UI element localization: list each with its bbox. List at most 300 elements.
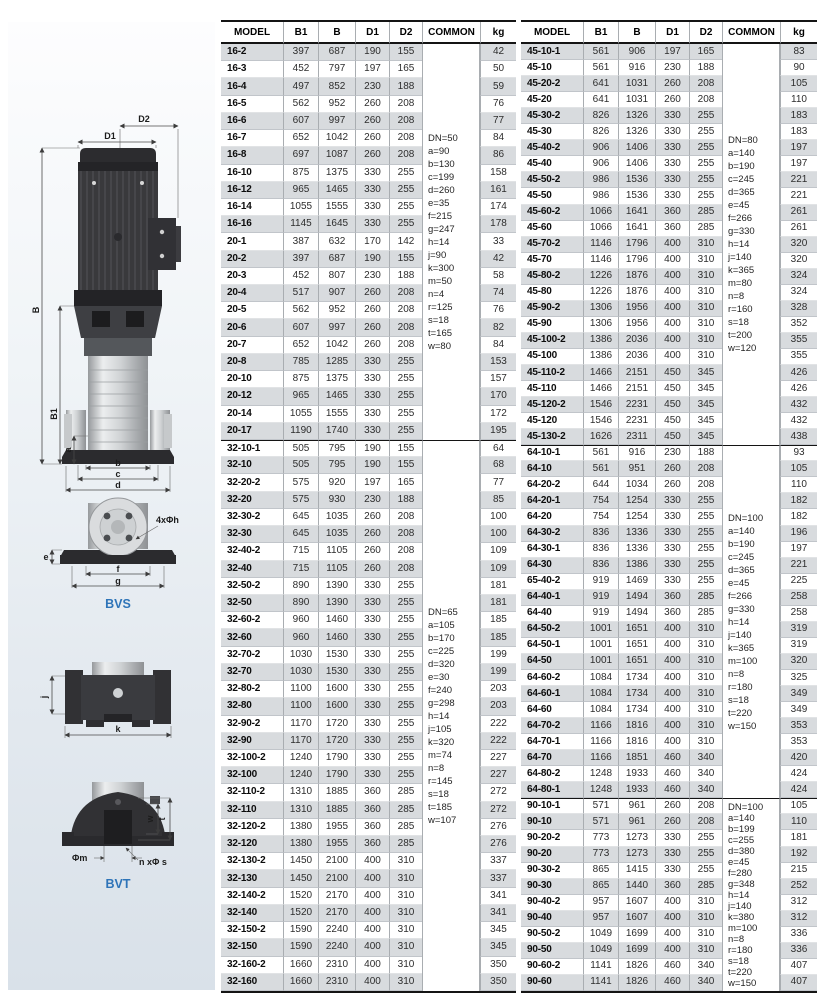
value-cell: 255 bbox=[389, 612, 422, 629]
kg-cell: 183 bbox=[780, 124, 817, 140]
value-cell: 965 bbox=[283, 388, 318, 405]
common-spec-line: c=199 bbox=[428, 171, 455, 183]
value-cell: 260 bbox=[355, 319, 389, 336]
value-cell: 330 bbox=[655, 140, 689, 156]
kg-cell: 42 bbox=[480, 44, 516, 61]
value-cell: 697 bbox=[283, 147, 318, 164]
model-cell: 32-120-2 bbox=[221, 819, 283, 836]
value-cell: 1955 bbox=[318, 819, 355, 836]
value-cell: 2310 bbox=[318, 957, 355, 974]
value-cell: 1031 bbox=[618, 76, 655, 92]
value-cell: 255 bbox=[689, 124, 722, 140]
value-cell: 190 bbox=[355, 251, 389, 268]
value-cell: 310 bbox=[689, 911, 722, 927]
value-cell: 1645 bbox=[318, 216, 355, 233]
value-cell: 1146 bbox=[583, 253, 618, 269]
value-cell: 1248 bbox=[583, 782, 618, 798]
value-cell: 397 bbox=[283, 251, 318, 268]
value-cell: 1734 bbox=[618, 702, 655, 718]
value-cell: 310 bbox=[689, 686, 722, 702]
model-cell: 64-80-1 bbox=[521, 782, 583, 798]
value-cell: 2036 bbox=[618, 333, 655, 349]
kg-cell: 336 bbox=[780, 943, 817, 959]
value-cell: 607 bbox=[283, 319, 318, 336]
kg-cell: 105 bbox=[780, 461, 817, 477]
column-header: kg bbox=[780, 22, 817, 44]
value-cell: 2100 bbox=[318, 870, 355, 887]
kg-cell: 157 bbox=[480, 371, 516, 388]
bvt-base-view bbox=[62, 782, 174, 891]
model-cell: 20-7 bbox=[221, 337, 283, 354]
value-cell: 450 bbox=[655, 429, 689, 445]
kg-cell: 84 bbox=[480, 130, 516, 147]
model-cell: 45-110-2 bbox=[521, 365, 583, 381]
kg-cell: 109 bbox=[480, 543, 516, 560]
value-cell: 310 bbox=[689, 943, 722, 959]
common-spec-line: k=380 bbox=[728, 911, 755, 923]
model-cell: 90-50 bbox=[521, 943, 583, 959]
kg-cell: 84 bbox=[480, 337, 516, 354]
value-cell: 330 bbox=[355, 629, 389, 646]
value-cell: 208 bbox=[389, 509, 422, 526]
value-cell: 1530 bbox=[318, 664, 355, 681]
value-cell: 1001 bbox=[583, 638, 618, 654]
kg-cell: 336 bbox=[780, 927, 817, 943]
value-cell: 285 bbox=[689, 221, 722, 237]
value-cell: 260 bbox=[355, 147, 389, 164]
model-cell: 64-50-1 bbox=[521, 638, 583, 654]
kg-cell: 320 bbox=[780, 253, 817, 269]
model-cell: 90-40-2 bbox=[521, 895, 583, 911]
common-spec-line: f=215 bbox=[428, 210, 453, 222]
model-cell: 20-1 bbox=[221, 233, 283, 250]
model-cell: 32-80-2 bbox=[221, 681, 283, 698]
value-cell: 1087 bbox=[318, 147, 355, 164]
model-cell: 45-40 bbox=[521, 156, 583, 172]
common-spec-line: s=18 bbox=[728, 694, 749, 706]
value-cell: 961 bbox=[618, 814, 655, 830]
kg-cell: 158 bbox=[480, 165, 516, 182]
kg-cell: 197 bbox=[780, 140, 817, 156]
dim-label-k: k bbox=[115, 724, 121, 734]
value-cell: 952 bbox=[318, 302, 355, 319]
value-cell: 310 bbox=[689, 927, 722, 943]
value-cell: 310 bbox=[689, 253, 722, 269]
kg-cell: 64 bbox=[480, 440, 516, 457]
common-spec-line: j=140 bbox=[728, 900, 752, 912]
value-cell: 1030 bbox=[283, 664, 318, 681]
kg-cell: 258 bbox=[780, 606, 817, 622]
value-cell: 208 bbox=[389, 285, 422, 302]
model-cell: 20-17 bbox=[221, 423, 283, 440]
model-cell: 45-30-2 bbox=[521, 108, 583, 124]
value-cell: 260 bbox=[355, 130, 389, 147]
value-cell: 260 bbox=[355, 337, 389, 354]
value-cell: 1190 bbox=[283, 423, 318, 440]
value-cell: 330 bbox=[355, 199, 389, 216]
value-cell: 1406 bbox=[618, 156, 655, 172]
value-cell: 208 bbox=[689, 461, 722, 477]
value-cell: 208 bbox=[389, 337, 422, 354]
kg-cell: 33 bbox=[480, 233, 516, 250]
value-cell: 330 bbox=[355, 406, 389, 423]
value-cell: 310 bbox=[689, 285, 722, 301]
value-cell: 460 bbox=[655, 975, 689, 991]
value-cell: 1285 bbox=[318, 354, 355, 371]
model-cell: 32-50-2 bbox=[221, 578, 283, 595]
value-cell: 208 bbox=[689, 92, 722, 108]
value-cell: 1170 bbox=[283, 733, 318, 750]
dim-label-f: f bbox=[116, 564, 120, 574]
value-cell: 255 bbox=[689, 526, 722, 542]
value-cell: 641 bbox=[583, 92, 618, 108]
value-cell: 260 bbox=[655, 92, 689, 108]
value-cell: 561 bbox=[583, 461, 618, 477]
kg-cell: 345 bbox=[480, 922, 516, 939]
value-cell: 1066 bbox=[583, 205, 618, 221]
common-spec-line: f=240 bbox=[428, 684, 453, 696]
value-cell: 632 bbox=[318, 233, 355, 250]
value-cell: 645 bbox=[283, 509, 318, 526]
value-cell: 165 bbox=[389, 61, 422, 78]
value-cell: 1885 bbox=[318, 802, 355, 819]
common-spec-line: h=14 bbox=[728, 616, 750, 628]
model-cell: 20-12 bbox=[221, 388, 283, 405]
common-spec-line: d=380 bbox=[728, 845, 755, 857]
common-spec-line: w=80 bbox=[428, 340, 451, 352]
dim-label-t: t bbox=[157, 817, 167, 821]
value-cell: 285 bbox=[689, 590, 722, 606]
value-cell: 230 bbox=[355, 78, 389, 95]
value-cell: 360 bbox=[655, 590, 689, 606]
value-cell: 795 bbox=[318, 440, 355, 457]
value-cell: 360 bbox=[655, 606, 689, 622]
model-cell: 32-130-2 bbox=[221, 853, 283, 870]
value-cell: 1955 bbox=[318, 836, 355, 853]
value-cell: 1600 bbox=[318, 698, 355, 715]
kg-cell: 59 bbox=[480, 78, 516, 95]
value-cell: 2036 bbox=[618, 349, 655, 365]
value-cell: 1084 bbox=[583, 686, 618, 702]
value-cell: 400 bbox=[655, 943, 689, 959]
common-spec-line: m=50 bbox=[428, 275, 453, 287]
value-cell: 330 bbox=[655, 493, 689, 509]
model-cell: 16-5 bbox=[221, 96, 283, 113]
value-cell: 255 bbox=[389, 716, 422, 733]
value-cell: 208 bbox=[389, 543, 422, 560]
value-cell: 400 bbox=[655, 301, 689, 317]
model-cell: 32-60-2 bbox=[221, 612, 283, 629]
value-cell: 400 bbox=[655, 686, 689, 702]
value-cell: 197 bbox=[355, 474, 389, 491]
value-cell: 826 bbox=[583, 124, 618, 140]
value-cell: 1555 bbox=[318, 406, 355, 423]
common-spec-line: w=120 bbox=[728, 343, 757, 355]
value-cell: 400 bbox=[655, 253, 689, 269]
kg-cell: 227 bbox=[480, 767, 516, 784]
common-spec-line: s=18 bbox=[728, 317, 749, 329]
model-cell: 20-6 bbox=[221, 319, 283, 336]
value-cell: 1226 bbox=[583, 269, 618, 285]
value-cell: 330 bbox=[355, 182, 389, 199]
value-cell: 400 bbox=[655, 911, 689, 927]
model-cell: 45-120 bbox=[521, 413, 583, 429]
value-cell: 208 bbox=[689, 798, 722, 814]
column-header: MODEL bbox=[521, 22, 583, 44]
value-cell: 155 bbox=[389, 457, 422, 474]
value-cell: 1536 bbox=[618, 188, 655, 204]
value-cell: 997 bbox=[318, 113, 355, 130]
value-cell: 310 bbox=[389, 853, 422, 870]
value-cell: 505 bbox=[283, 440, 318, 457]
value-cell: 960 bbox=[283, 629, 318, 646]
value-cell: 330 bbox=[355, 354, 389, 371]
bvt-label: BVT bbox=[105, 877, 131, 891]
value-cell: 400 bbox=[355, 888, 389, 905]
common-spec-line: c=245 bbox=[728, 174, 755, 186]
value-cell: 330 bbox=[355, 681, 389, 698]
model-cell: 45-80 bbox=[521, 285, 583, 301]
bvs-label: BVS bbox=[105, 597, 131, 611]
value-cell: 986 bbox=[583, 172, 618, 188]
value-cell: 919 bbox=[583, 590, 618, 606]
value-cell: 255 bbox=[389, 423, 422, 440]
value-cell: 285 bbox=[689, 205, 722, 221]
model-cell: 45-60 bbox=[521, 221, 583, 237]
value-cell: 795 bbox=[318, 457, 355, 474]
value-cell: 142 bbox=[389, 233, 422, 250]
value-cell: 807 bbox=[318, 268, 355, 285]
kg-cell: 350 bbox=[480, 957, 516, 974]
value-cell: 2100 bbox=[318, 853, 355, 870]
common-spec-line: m=80 bbox=[728, 278, 753, 290]
common-spec-line: t=165 bbox=[428, 327, 453, 339]
value-cell: 1226 bbox=[583, 285, 618, 301]
common-spec-line: a=140 bbox=[728, 148, 755, 160]
value-cell: 1450 bbox=[283, 853, 318, 870]
value-cell: 345 bbox=[689, 381, 722, 397]
kg-cell: 221 bbox=[780, 558, 817, 574]
value-cell: 1406 bbox=[618, 140, 655, 156]
value-cell: 1651 bbox=[618, 622, 655, 638]
common-spec-line: e=30 bbox=[428, 671, 450, 683]
common-spec-line: r=160 bbox=[728, 304, 753, 316]
kg-cell: 276 bbox=[480, 836, 516, 853]
common-spec-line: k=365 bbox=[728, 265, 755, 277]
model-cell: 20-2 bbox=[221, 251, 283, 268]
model-cell: 64-10-1 bbox=[521, 445, 583, 461]
model-cell: 90-30-2 bbox=[521, 863, 583, 879]
kg-cell: 83 bbox=[780, 44, 817, 60]
value-cell: 1494 bbox=[618, 606, 655, 622]
value-cell: 450 bbox=[655, 397, 689, 413]
value-cell: 1536 bbox=[618, 172, 655, 188]
value-cell: 452 bbox=[283, 268, 318, 285]
model-cell: 16-6 bbox=[221, 113, 283, 130]
value-cell: 208 bbox=[389, 302, 422, 319]
value-cell: 951 bbox=[618, 461, 655, 477]
kg-cell: 197 bbox=[780, 156, 817, 172]
drawing-panel bbox=[8, 22, 215, 990]
value-cell: 1641 bbox=[618, 221, 655, 237]
value-cell: 255 bbox=[389, 595, 422, 612]
value-cell: 1336 bbox=[618, 542, 655, 558]
value-cell: 188 bbox=[389, 78, 422, 95]
model-cell: 32-50 bbox=[221, 595, 283, 612]
value-cell: 197 bbox=[355, 61, 389, 78]
value-cell: 890 bbox=[283, 578, 318, 595]
value-cell: 1380 bbox=[283, 819, 318, 836]
column-header: B1 bbox=[283, 22, 318, 44]
value-cell: 310 bbox=[389, 939, 422, 956]
model-cell: 32-70 bbox=[221, 664, 283, 681]
value-cell: 400 bbox=[655, 349, 689, 365]
value-cell: 400 bbox=[355, 905, 389, 922]
value-cell: 230 bbox=[655, 445, 689, 461]
value-cell: 952 bbox=[318, 96, 355, 113]
kg-cell: 185 bbox=[480, 629, 516, 646]
value-cell: 452 bbox=[283, 61, 318, 78]
value-cell: 400 bbox=[655, 285, 689, 301]
column-header: D1 bbox=[655, 22, 689, 44]
model-cell: 90-10-1 bbox=[521, 798, 583, 814]
value-cell: 285 bbox=[689, 606, 722, 622]
value-cell: 260 bbox=[655, 477, 689, 493]
common-spec-line: h=14 bbox=[728, 239, 750, 251]
column-header: kg bbox=[480, 22, 516, 44]
kg-cell: 319 bbox=[780, 638, 817, 654]
value-cell: 575 bbox=[283, 474, 318, 491]
value-cell: 460 bbox=[655, 782, 689, 798]
model-cell: 64-60 bbox=[521, 702, 583, 718]
value-cell: 330 bbox=[655, 542, 689, 558]
kg-cell: 185 bbox=[480, 612, 516, 629]
value-cell: 1306 bbox=[583, 317, 618, 333]
value-cell: 330 bbox=[355, 664, 389, 681]
common-spec-line: n=8 bbox=[728, 933, 745, 945]
kg-cell: 153 bbox=[480, 354, 516, 371]
value-cell: 2240 bbox=[318, 922, 355, 939]
value-cell: 208 bbox=[689, 76, 722, 92]
common-spec-line: DN=100 bbox=[728, 801, 764, 813]
value-cell: 1641 bbox=[618, 205, 655, 221]
kg-cell: 424 bbox=[780, 766, 817, 782]
model-cell: 64-40 bbox=[521, 606, 583, 622]
common-spec-line: b=190 bbox=[728, 161, 755, 173]
common-spec-line: b=130 bbox=[428, 158, 455, 170]
value-cell: 1530 bbox=[318, 647, 355, 664]
value-cell: 255 bbox=[389, 354, 422, 371]
value-cell: 188 bbox=[389, 492, 422, 509]
value-cell: 1465 bbox=[318, 388, 355, 405]
value-cell: 1816 bbox=[618, 718, 655, 734]
value-cell: 920 bbox=[318, 474, 355, 491]
value-cell: 1310 bbox=[283, 802, 318, 819]
kg-cell: 341 bbox=[480, 888, 516, 905]
kg-cell: 328 bbox=[780, 301, 817, 317]
value-cell: 400 bbox=[355, 974, 389, 991]
value-cell: 797 bbox=[318, 61, 355, 78]
kg-cell: 324 bbox=[780, 285, 817, 301]
kg-cell: 426 bbox=[780, 365, 817, 381]
kg-cell: 319 bbox=[780, 622, 817, 638]
kg-cell: 272 bbox=[480, 802, 516, 819]
model-cell: 45-100-2 bbox=[521, 333, 583, 349]
value-cell: 255 bbox=[389, 371, 422, 388]
value-cell: 155 bbox=[389, 44, 422, 61]
value-cell: 826 bbox=[583, 108, 618, 124]
value-cell: 255 bbox=[689, 558, 722, 574]
value-cell: 310 bbox=[689, 670, 722, 686]
common-spec-line: a=140 bbox=[728, 812, 755, 824]
kg-cell: 353 bbox=[780, 718, 817, 734]
value-cell: 360 bbox=[655, 205, 689, 221]
kg-cell: 77 bbox=[480, 474, 516, 491]
value-cell: 230 bbox=[355, 492, 389, 509]
kg-cell: 252 bbox=[780, 879, 817, 895]
value-cell: 754 bbox=[583, 509, 618, 525]
value-cell: 255 bbox=[389, 199, 422, 216]
value-cell: 1590 bbox=[283, 939, 318, 956]
dimension-table-right bbox=[521, 20, 817, 993]
kg-cell: 110 bbox=[780, 92, 817, 108]
kg-cell: 181 bbox=[480, 578, 516, 595]
model-cell: 32-110 bbox=[221, 802, 283, 819]
value-cell: 773 bbox=[583, 830, 618, 846]
value-cell: 919 bbox=[583, 606, 618, 622]
value-cell: 1796 bbox=[618, 253, 655, 269]
value-cell: 255 bbox=[389, 165, 422, 182]
model-cell: 32-30 bbox=[221, 526, 283, 543]
value-cell: 1326 bbox=[618, 108, 655, 124]
common-spec-line: DN=100 bbox=[728, 512, 764, 524]
value-cell: 644 bbox=[583, 477, 618, 493]
value-cell: 1042 bbox=[318, 337, 355, 354]
column-header: COMMON bbox=[722, 22, 780, 44]
model-cell: 64-60-2 bbox=[521, 670, 583, 686]
value-cell: 260 bbox=[355, 526, 389, 543]
value-cell: 645 bbox=[283, 526, 318, 543]
model-cell: 45-40-2 bbox=[521, 140, 583, 156]
model-cell: 16-14 bbox=[221, 199, 283, 216]
value-cell: 310 bbox=[689, 269, 722, 285]
value-cell: 562 bbox=[283, 96, 318, 113]
common-spec-line: w=150 bbox=[728, 720, 757, 732]
kg-cell: 420 bbox=[780, 750, 817, 766]
dim-label-d: d bbox=[115, 480, 121, 490]
value-cell: 957 bbox=[583, 895, 618, 911]
value-cell: 1555 bbox=[318, 199, 355, 216]
dim-label-e: e bbox=[43, 552, 49, 562]
value-cell: 260 bbox=[655, 76, 689, 92]
value-cell: 1466 bbox=[583, 365, 618, 381]
value-cell: 255 bbox=[389, 698, 422, 715]
value-cell: 310 bbox=[689, 317, 722, 333]
model-cell: 32-150 bbox=[221, 939, 283, 956]
value-cell: 400 bbox=[655, 718, 689, 734]
kg-cell: 325 bbox=[780, 670, 817, 686]
kg-cell: 178 bbox=[480, 216, 516, 233]
value-cell: 255 bbox=[689, 188, 722, 204]
value-cell: 1440 bbox=[618, 879, 655, 895]
value-cell: 2151 bbox=[618, 381, 655, 397]
model-cell: 65-40-2 bbox=[521, 574, 583, 590]
value-cell: 1166 bbox=[583, 734, 618, 750]
value-cell: 715 bbox=[283, 543, 318, 560]
model-cell: 90-60 bbox=[521, 975, 583, 991]
value-cell: 687 bbox=[318, 251, 355, 268]
kg-cell: 432 bbox=[780, 413, 817, 429]
